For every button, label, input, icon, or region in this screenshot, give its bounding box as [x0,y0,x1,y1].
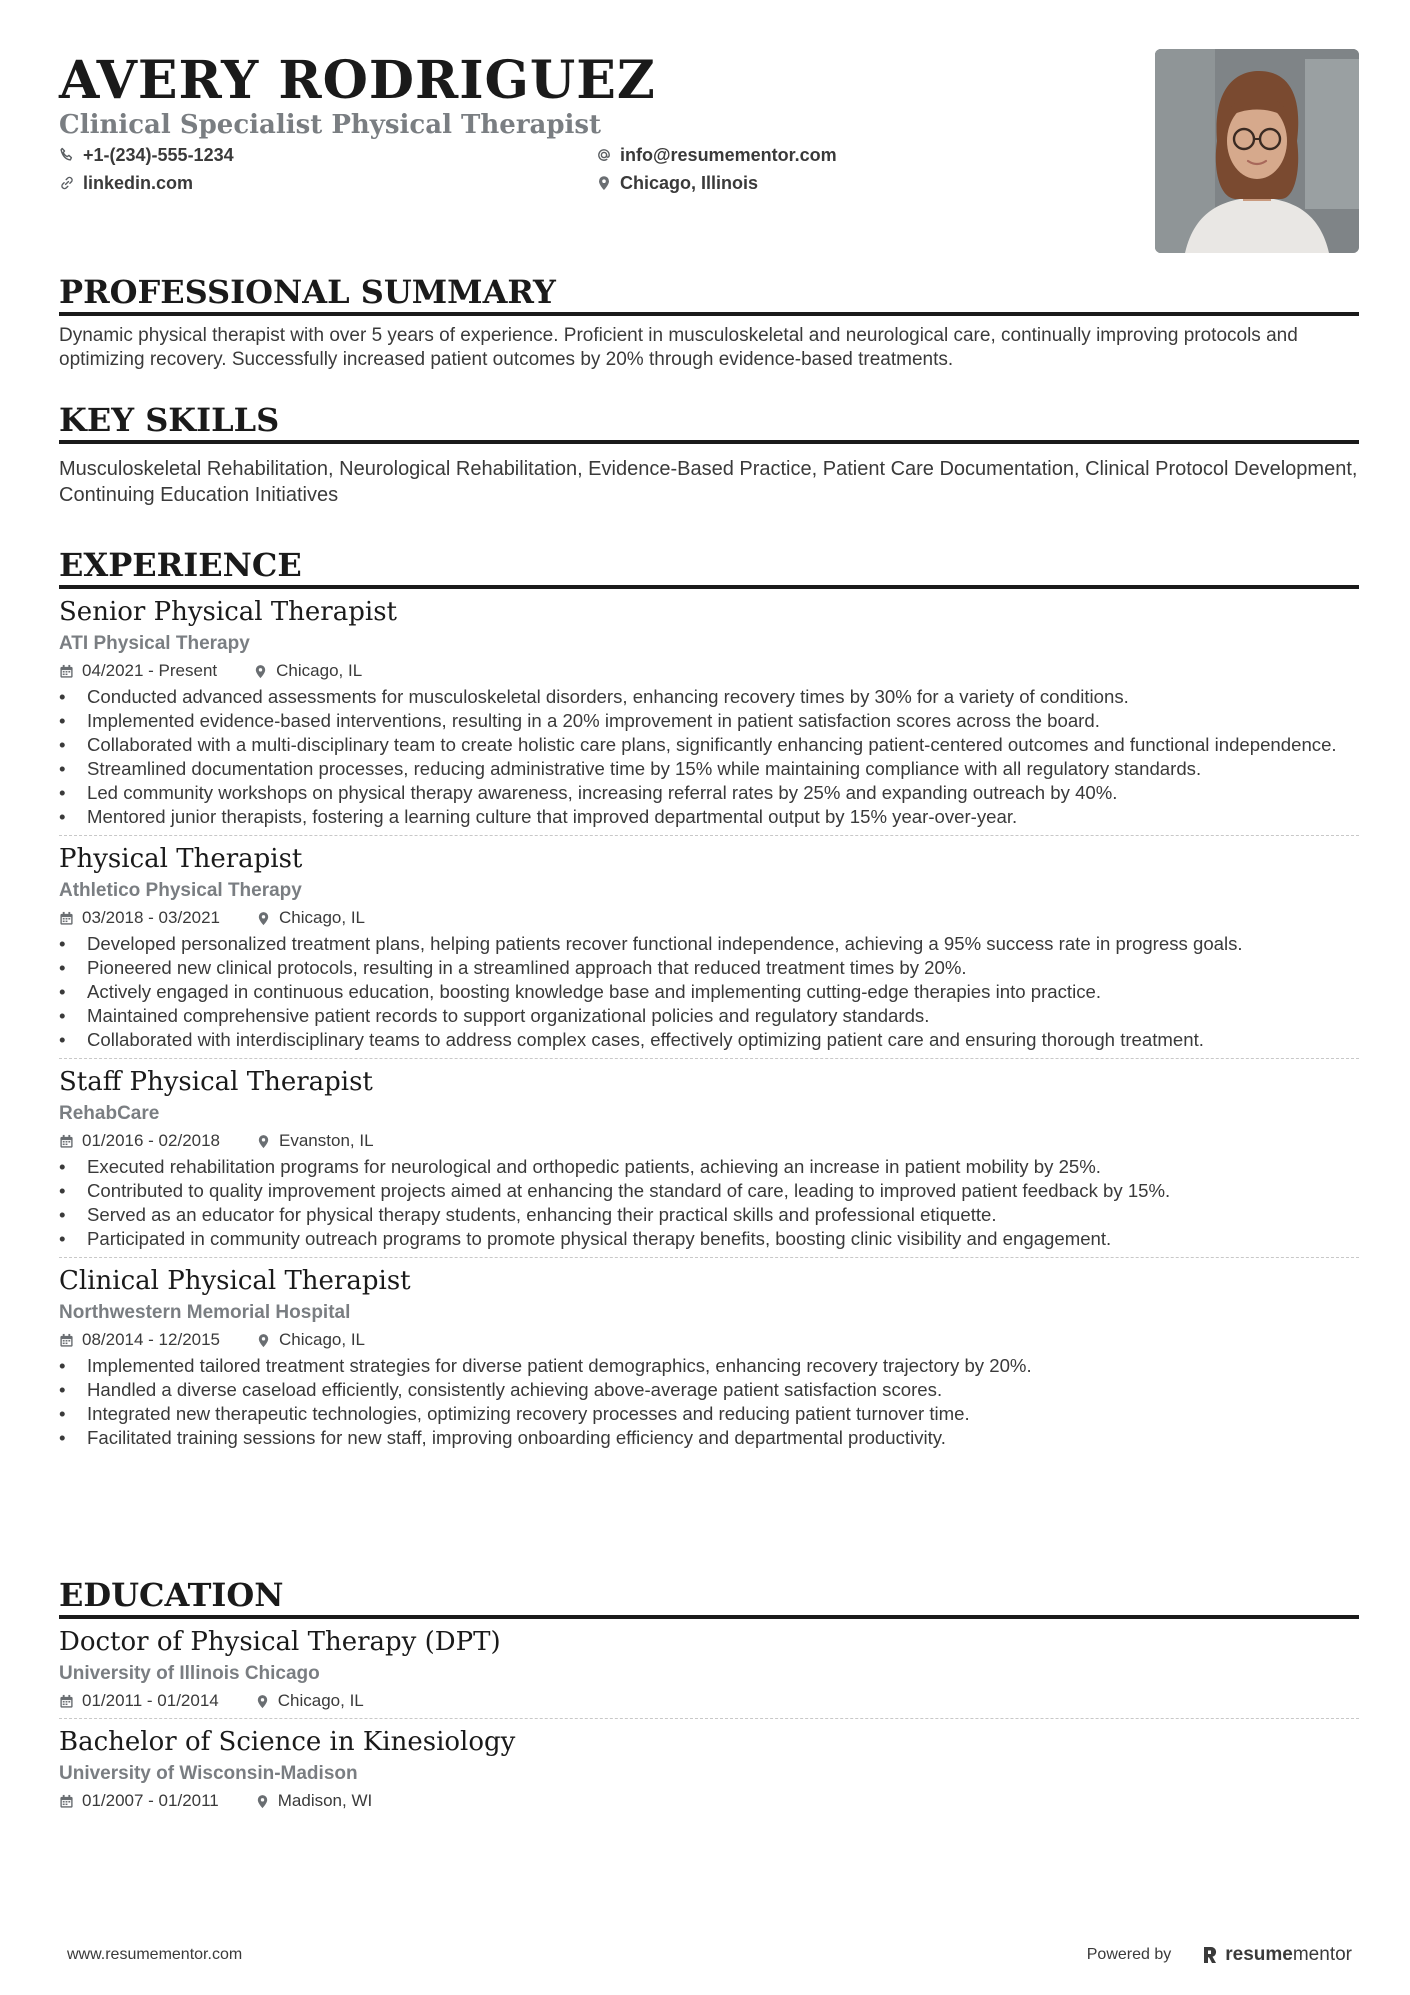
education-section [59,1575,1359,1818]
bullet-item: • Collaborated with interdisciplinary teams to address complex cases, effectively optimizing patient care and ensuring thorough treatment. [59,1028,1359,1052]
calendar-icon [59,1134,74,1149]
education-heading: EDUCATION [59,1575,1359,1619]
map-pin-icon [255,1794,270,1809]
job-bullets [59,1155,1359,1251]
linkedin-text[interactable]: linkedin.com [83,172,194,193]
phone-icon [59,147,75,163]
job-location: Evanston, IL [279,1131,374,1150]
at-icon [596,147,612,163]
job-company: Athletico Physical Therapy [59,880,302,901]
school-name: University of Illinois Chicago [59,1663,320,1684]
bullet-item: • Contributed to quality improvement projects aimed at enhancing the standard of care, leading to improved patient feedback by 15%. [59,1179,1359,1203]
education-location: Madison, WI [277,1791,373,1810]
job-location: Chicago, IL [276,661,363,680]
skills-text: Musculoskeletal Rehabilitation, Neurological Rehabilitation, Evidence-Based Practice, Patient Care Documentation, Clinical Protocol Development, Continuing Education Initiatives [59,458,1358,506]
education-entry [59,1625,1359,1719]
job-title: Staff Physical Therapist [59,1067,373,1097]
job-company: ATI Physical Therapy [59,633,250,654]
map-pin-icon [256,1333,271,1348]
job-dates: 08/2014 - 12/2015 [82,1330,221,1349]
education-meta [59,1790,1359,1812]
candidate-title: Clinical Specialist Physical Therapist [59,110,602,140]
bullet-item: • Actively engaged in continuous education, boosting knowledge base and implementing cutting-edge therapies into practice. [59,980,1359,1004]
calendar-icon [59,1794,74,1809]
summary-section [59,272,1359,372]
degree-title: Doctor of Physical Therapy (DPT) [59,1627,501,1657]
job-meta [59,907,1359,929]
page-footer [67,1940,1352,1970]
summary-text: Dynamic physical therapist with over 5 years of experience. Proficient in musculoskeletal and neurological care, continually improving protocols and optimizing recovery. Successfully increased patient outcomes by 20% through evidence-based treatments. [59,325,1298,370]
resumementor-logo-icon [1201,1945,1219,1965]
bullet-item: • Integrated new therapeutic technologies, optimizing recovery processes and reducing patient turnover time. [59,1402,1359,1426]
education-location: Chicago, IL [277,1691,364,1710]
bullet-item: • Handled a diverse caseload efficiently, consistently achieving above-average patient satisfaction scores. [59,1378,1359,1402]
school-name: University of Wisconsin-Madison [59,1763,358,1784]
calendar-icon [59,911,74,926]
map-pin-icon [255,1694,270,1709]
portrait-image [1155,49,1359,253]
powered-by-label: Powered by [1086,1946,1172,1963]
job-company: Northwestern Memorial Hospital [59,1302,351,1323]
degree-title: Bachelor of Science in Kinesiology [59,1727,516,1757]
job-title: Physical Therapist [59,844,303,874]
job-dates: 04/2021 - Present [82,661,218,680]
job-meta [59,1130,1359,1152]
map-pin-icon [256,1134,271,1149]
job-meta [59,1329,1359,1351]
candidate-name: AVERY RODRIGUEZ [59,50,656,111]
footer-branding [1087,1944,1352,1966]
education-meta [59,1690,1359,1712]
job-location: Chicago, IL [279,908,366,927]
map-pin-icon [256,911,271,926]
job-entry [59,595,1359,836]
job-dates: 03/2018 - 03/2021 [82,908,221,927]
bullet-item: • Implemented evidence-based interventions, resulting in a 20% improvement in patient satisfaction scores across the board. [59,709,1359,733]
calendar-icon [59,1694,74,1709]
brand-name-bold: resume [1225,1944,1293,1965]
email-text[interactable]: info@resumementor.com [620,144,837,165]
experience-heading: EXPERIENCE [59,545,1359,589]
skills-heading: KEY SKILLS [59,400,1359,444]
bullet-item: • Maintained comprehensive patient records to support organizational policies and regulatory standards. [59,1004,1359,1028]
job-title: Clinical Physical Therapist [59,1266,411,1296]
phone-text: +1-(234)-555-1234 [83,144,234,165]
contact-linkedin[interactable] [59,172,596,194]
summary-heading: PROFESSIONAL SUMMARY [59,272,1359,316]
calendar-icon [59,1333,74,1348]
bullet-item: • Led community workshops on physical therapy awareness, increasing referral rates by 25% and expanding outreach by 40%. [59,781,1359,805]
job-entry [59,842,1359,1059]
bullet-item: • Collaborated with a multi-disciplinary team to create holistic care plans, significantly enhancing patient-centered outcomes and functional independence. [59,733,1359,757]
job-meta [59,660,1359,682]
job-bullets [59,685,1359,829]
skills-section [59,400,1359,508]
calendar-icon [59,664,74,679]
bullet-item: • Mentored junior therapists, fostering a learning culture that improved departmental output by 15% year-over-year. [59,805,1359,829]
job-title: Senior Physical Therapist [59,597,397,627]
brand-logo[interactable] [1201,1944,1352,1966]
bullet-item: • Developed personalized treatment plans, helping patients recover functional independence, achieving a 95% success rate in progress goals. [59,932,1359,956]
bullet-item: • Conducted advanced assessments for musculoskeletal disorders, enhancing recovery times by 30% for a variety of conditions. [59,685,1359,709]
experience-section [59,545,1359,1456]
education-entry [59,1725,1359,1818]
footer-website-link[interactable]: www.resumementor.com [67,1946,243,1963]
contact-email[interactable] [596,144,996,166]
contact-location [596,172,996,194]
link-icon [59,175,75,191]
profile-photo [1155,49,1359,253]
bullet-item: • Facilitated training sessions for new staff, improving onboarding efficiency and departmental productivity. [59,1426,1359,1450]
bullet-item: • Executed rehabilitation programs for neurological and orthopedic patients, achieving an increase in patient mobility by 25%. [59,1155,1359,1179]
job-bullets [59,932,1359,1052]
education-dates: 01/2011 - 01/2014 [82,1691,219,1710]
job-company: RehabCare [59,1103,160,1124]
bullet-item: • Streamlined documentation processes, reducing administrative time by 15% while maintaining compliance with all regulatory standards. [59,757,1359,781]
job-entry [59,1264,1359,1456]
education-dates: 01/2007 - 01/2011 [82,1791,219,1810]
bullet-item: • Served as an educator for physical therapy students, enhancing their practical skills and professional etiquette. [59,1203,1359,1227]
contact-phone [59,144,596,166]
map-pin-icon [596,175,612,191]
bullet-item: • Participated in community outreach programs to promote physical therapy benefits, boosting clinic visibility and engagement. [59,1227,1359,1251]
bullet-item: • Pioneered new clinical protocols, resulting in a streamlined approach that reduced treatment times by 20%. [59,956,1359,980]
job-dates: 01/2016 - 02/2018 [82,1131,221,1150]
job-location: Chicago, IL [279,1330,366,1349]
job-bullets [59,1354,1359,1450]
location-text: Chicago, Illinois [620,172,759,193]
job-entry [59,1065,1359,1258]
bullet-item: • Implemented tailored treatment strategies for diverse patient demographics, enhancing recovery trajectory by 20%. [59,1354,1359,1378]
brand-name-light: mentor [1292,1944,1352,1965]
map-pin-icon [253,664,268,679]
